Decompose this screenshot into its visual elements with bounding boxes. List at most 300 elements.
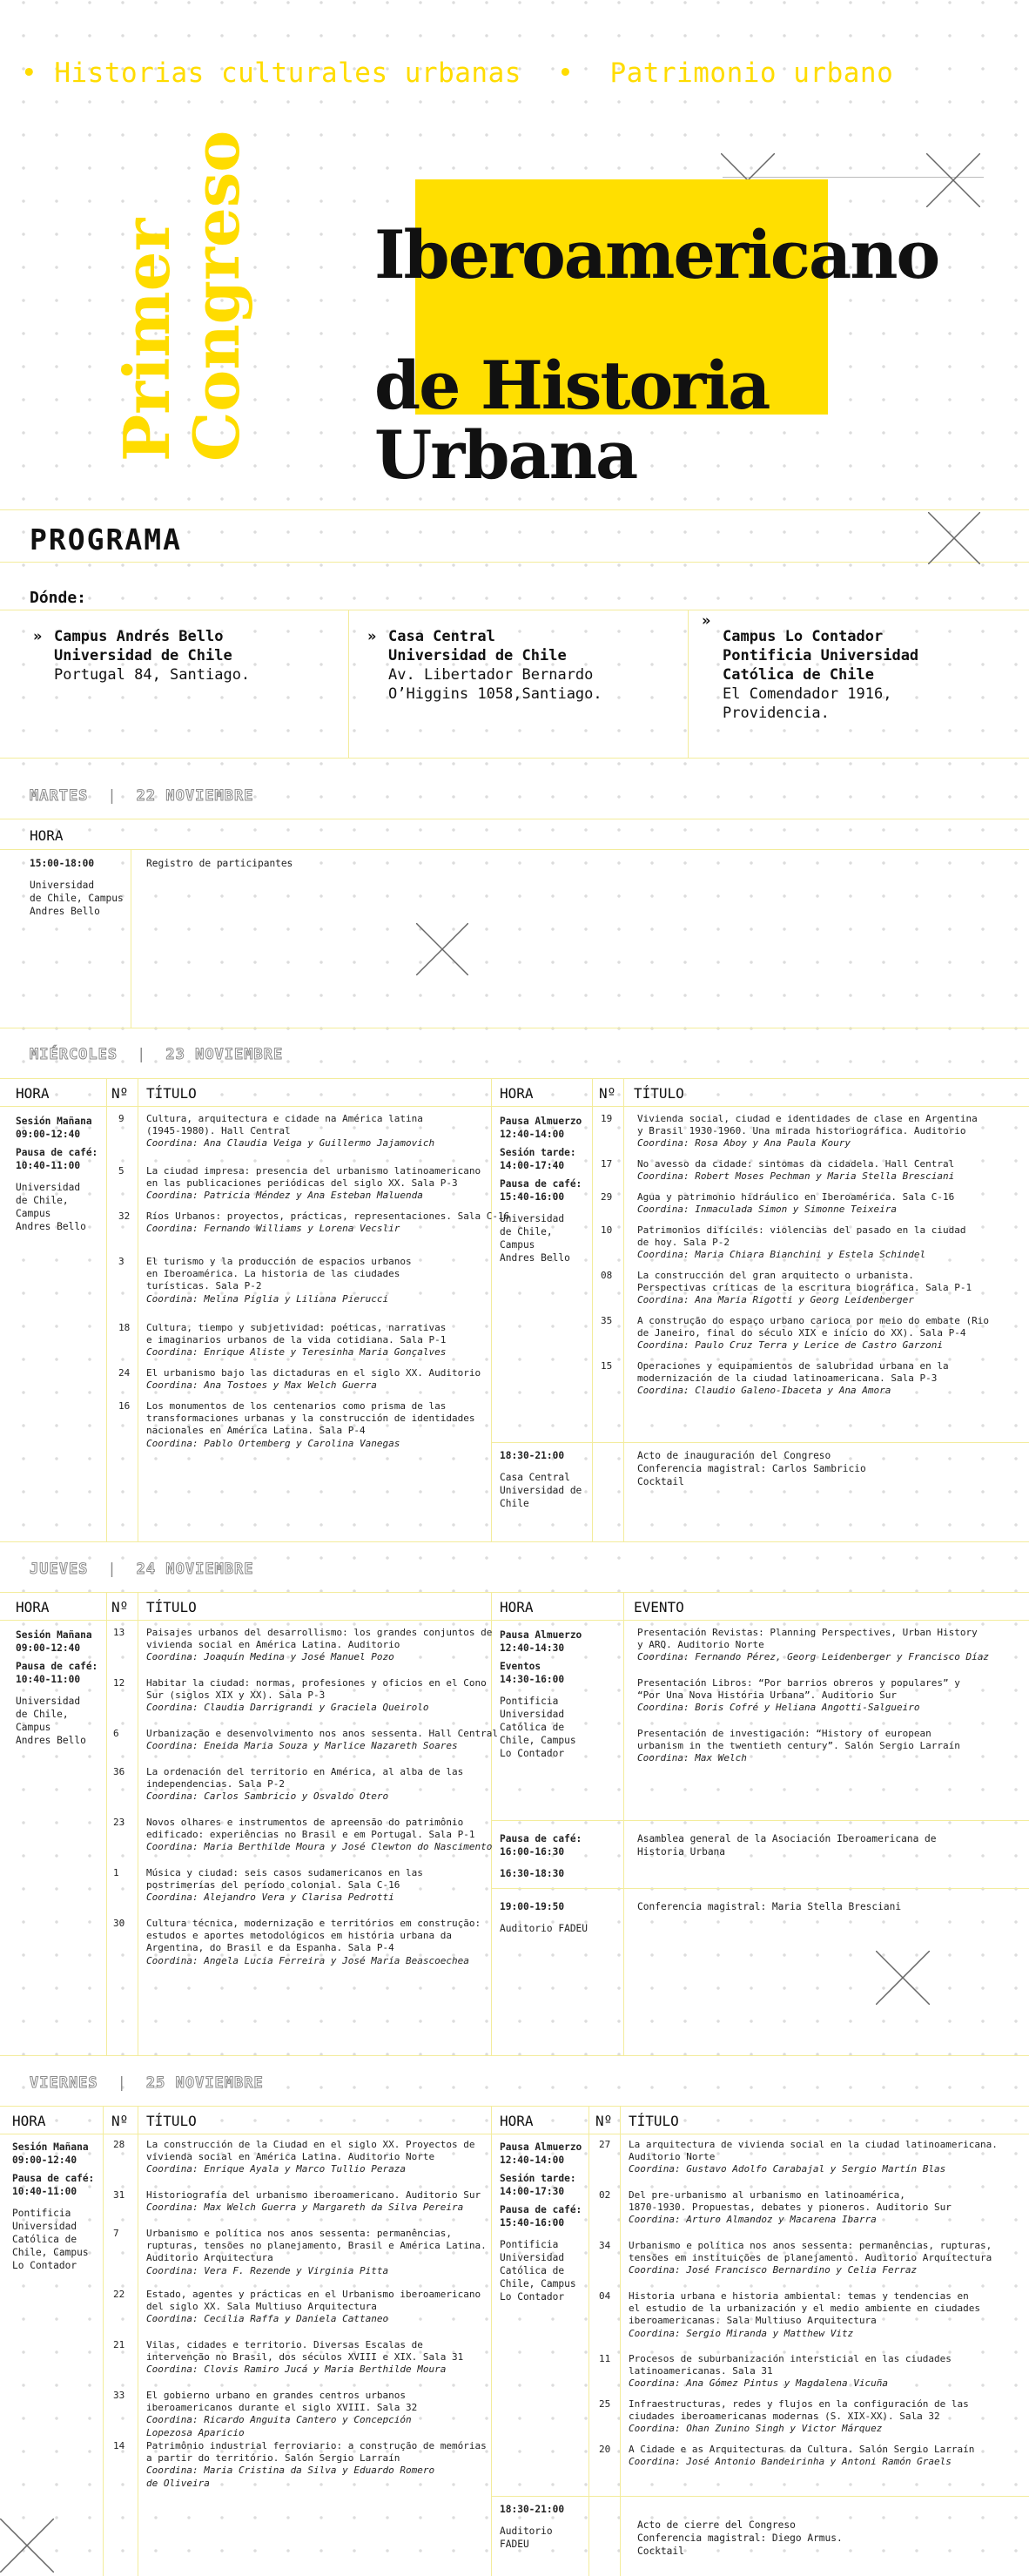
time: 14:00-17:40	[500, 1160, 565, 1171]
time: 15:40-16:00	[500, 1191, 565, 1203]
place: Universidad	[16, 1182, 81, 1193]
time: 09:00-12:40	[16, 1642, 81, 1654]
venue-name: Católica de Chile	[723, 666, 874, 684]
session-title-line: “Por Una Nova História Urbana”. Auditorio Sur	[637, 1689, 898, 1702]
event-line: Cocktail	[637, 1476, 684, 1487]
session-number: 6	[113, 1728, 119, 1739]
divider	[0, 1620, 1029, 1621]
column-header-titulo: TÍTULO	[634, 1085, 684, 1102]
divider	[0, 2055, 1029, 2056]
session-number: 9	[118, 1113, 124, 1124]
time: 19:00-19:50	[500, 1901, 565, 1912]
session-number: 31	[113, 2189, 125, 2201]
session-title-line: La construcción del gran arquitecto o urbanista.	[637, 1270, 914, 1281]
session-item	[146, 2189, 481, 2214]
divider	[491, 1078, 492, 1541]
session-item	[146, 1867, 423, 1905]
time: 18:30-21:00	[500, 1450, 565, 1461]
session-coordinators: Coordina: Melina Piglia y Liliana Pierucci	[146, 1292, 389, 1305]
place: Universidad	[12, 2221, 77, 2232]
session-item	[637, 1270, 972, 1307]
session-title-line: intervenção no Brasil, dos séculos XVIII e XIX. Sala 31	[146, 2351, 464, 2364]
session-item	[629, 2444, 974, 2468]
time: 12:40-14:30	[500, 1642, 565, 1654]
session-title-line: Urbanismo e política nos anos sessenta: permanências, rupturas,	[629, 2240, 992, 2251]
session-title-line: transformaciones urbanas y la construcción de identidades	[146, 1413, 475, 1425]
cross-icon	[928, 512, 980, 564]
session-coordinators: Lopezosa Aparicio	[146, 2426, 245, 2438]
session-title-line: Urbanização e desenvolvimento nos anos sessenta. Hall Central	[146, 1728, 498, 1739]
place: Andres Bello	[16, 1221, 86, 1232]
session-coordinators: Coordina: Vera F. Rezende y Virginia Pitta	[146, 2264, 389, 2276]
time: Pausa de café:	[500, 1833, 582, 1844]
venue-name: Universidad de Chile	[54, 647, 232, 664]
day-name: JUEVES	[30, 1561, 89, 1578]
place: Chile, Campus	[500, 1735, 576, 1746]
session-number: 36	[113, 1766, 125, 1777]
session-title-line: e imaginarios urbanos de la vida cotidiana. Sala P-1	[146, 1334, 447, 1346]
session-coordinators: Coordina: Rosa Aboy y Ana Paula Koury	[637, 1137, 851, 1150]
column-header-titulo: TÍTULO	[146, 1599, 197, 1615]
divider	[0, 758, 1029, 759]
time: Sesión tarde:	[500, 2173, 576, 2184]
session-title-line: iberoamericanas. Sala Multiuso Arquitectura	[629, 2315, 877, 2327]
time-cell	[500, 1629, 622, 1760]
place: Chile, Campus	[500, 2278, 576, 2289]
place: Chile, Campus	[12, 2247, 89, 2258]
divider	[0, 1106, 1029, 1107]
column-header-titulo: TÍTULO	[629, 2113, 679, 2129]
time: Sesión Mañana	[16, 1116, 92, 1127]
place: Andres Bello	[30, 906, 100, 917]
session-title-line: Ríos Urbanos: proyectos, prácticas, representaciones. Sala C-16	[146, 1210, 510, 1222]
session-coordinators: Coordina: José Francisco Bernardino y Celia Ferraz	[629, 2264, 918, 2276]
session-item	[637, 1158, 954, 1183]
venue-casa-central	[367, 627, 602, 704]
divider	[0, 1078, 1029, 1079]
session-number: 20	[599, 2444, 611, 2455]
time: 09:00-12:40	[16, 1129, 81, 1140]
venue-name: Campus Lo Contador	[723, 628, 884, 645]
event-line: Asamblea general de la Asociación Iberoamericana de	[637, 1833, 937, 1844]
session-number: 25	[599, 2398, 611, 2410]
place: Andres Bello	[500, 1252, 570, 1264]
session-title-line: vivienda social en América Latina. Auditorio Norte	[146, 2151, 435, 2163]
session-coordinators: Coordina: José Antonio Bandeirinha y Antoni Ramón Graels	[629, 2456, 952, 2468]
session-item	[146, 2139, 475, 2176]
place: de Chile, Campus	[16, 1195, 69, 1219]
column-header-hora: HORA	[12, 2113, 46, 2129]
event-line: Historia Urbana	[637, 1846, 726, 1858]
time: 12:40-14:00	[500, 1129, 565, 1140]
session-item	[637, 1677, 960, 1715]
session-item	[146, 1210, 509, 1235]
title-line-2: de Historia	[374, 347, 770, 424]
session-title-line: Procesos de suburbanización intersticial en las ciudades	[629, 2353, 952, 2364]
session-item	[637, 1191, 954, 1216]
time: Eventos	[500, 1661, 541, 1672]
session-item	[146, 1400, 475, 1450]
time-cell	[500, 1900, 622, 1935]
place: Universidad	[500, 2252, 565, 2263]
session-coordinators: de Oliveira	[146, 2477, 210, 2489]
session-number: 7	[113, 2228, 119, 2239]
divider	[620, 2106, 621, 2576]
title-vertical-primer: Primer	[110, 218, 184, 462]
column-header-hora: HORA	[16, 1085, 50, 1102]
divider	[0, 2106, 1029, 2107]
divider	[623, 1592, 624, 2055]
time: 16:00-16:30	[500, 1846, 565, 1858]
session-number: 24	[118, 1367, 131, 1379]
session-title-line: Presentación de investigación: “History of european	[637, 1728, 931, 1739]
time-cell	[500, 1449, 590, 1510]
session-title-line: No avesso da cidade: sintomas da cidadela. Hall Central	[637, 1158, 955, 1170]
session-item	[637, 1315, 989, 1352]
event-line: Conferencia magistral: Diego Armus.	[637, 2532, 843, 2544]
session-coordinators: Coordina: Gustavo Adolfo Carabajal y Sergio Martín Blas	[629, 2163, 946, 2175]
session-title-line: La construcción de la Ciudad en el siglo XX. Proyectos de	[146, 2139, 475, 2150]
place: Casa Central	[500, 1472, 570, 1483]
place: Universidad	[16, 1696, 81, 1707]
session-item	[146, 1918, 481, 1967]
event-line: Acto de inauguración del Congreso	[637, 1450, 831, 1461]
day-date: 23 NOVIEMBRE	[165, 1046, 284, 1063]
session-coordinators: Coordina: Fernando Williams y Lorena Vecslir	[146, 1223, 400, 1235]
time: Pausa de café:	[16, 1661, 98, 1672]
session-coordinators: Coordina: Ana Tostoes y Max Welch Guerra	[146, 1379, 377, 1392]
separator: |	[107, 1561, 118, 1578]
column-header-hora: HORA	[30, 827, 64, 844]
assembly-event	[637, 1832, 937, 1858]
time: 16:30-18:30	[500, 1868, 565, 1879]
cross-icon	[876, 1951, 930, 2005]
cross-icon	[926, 153, 980, 207]
time: 10:40-11:00	[16, 1674, 81, 1685]
time: 14:30-16:00	[500, 1674, 565, 1685]
time: Pausa Almuerzo	[500, 1629, 582, 1641]
session-item	[146, 2228, 487, 2277]
divider	[106, 1592, 107, 2055]
day-header-miercoles	[30, 1046, 283, 1063]
session-title-line: Auditorio Arquitectura	[146, 2252, 273, 2264]
session-item	[146, 1367, 481, 1392]
session-item	[146, 1627, 492, 1664]
session-coordinators: Coordina: Max Welch Guerra y Margareth da Silva Pereira	[146, 2202, 464, 2214]
session-coordinators: Coordina: Angela Lucia Ferreira y José María Beascoechea	[146, 1954, 469, 1966]
session-title-line: del siglo XX. Sala Multiuso Arquitectura	[146, 2301, 377, 2313]
session-number: 15	[601, 1360, 613, 1372]
day-name: MIÉRCOLES	[30, 1046, 118, 1063]
session-title-line: Vilas, cidades e territorio. Diversas Escalas de	[146, 2339, 423, 2350]
session-item	[637, 1627, 989, 1664]
time: 15:00-18:00	[30, 858, 95, 869]
divider	[623, 1078, 624, 1541]
session-coordinators: Coordina: Arturo Almandoz y Macarena Ibarra	[629, 2214, 877, 2226]
session-number: 13	[113, 1627, 125, 1638]
session-title-line: y ARQ. Auditorio Norte	[637, 1639, 764, 1651]
venue-name: Casa Central	[388, 628, 495, 645]
time: 15:40-16:00	[500, 2217, 565, 2229]
venue-name: Campus Andrés Bello	[54, 628, 224, 645]
session-title-line: El turismo y la producción de espacios urbanos	[146, 1256, 412, 1267]
session-item	[629, 2398, 969, 2436]
session-title-line: Paisajes urbanos del desarrollismo: los grandes conjuntos de	[146, 1627, 493, 1638]
session-item	[146, 1677, 487, 1715]
session-item	[629, 2240, 992, 2277]
session-title-line: Estado, agentes y prácticas en el Urbanismo iberoamericano	[146, 2289, 481, 2300]
day-header-jueves	[30, 1561, 254, 1578]
time-cell	[16, 1629, 103, 1747]
session-number: 10	[601, 1224, 613, 1236]
time: Pausa de café:	[12, 2173, 95, 2184]
session-number: 34	[599, 2240, 611, 2251]
column-header-num: Nº	[595, 2113, 613, 2129]
session-title-line: a partir do território. Salón Sergio Larraín	[146, 2452, 400, 2465]
session-item	[637, 1224, 966, 1262]
session-item	[637, 1113, 978, 1150]
time-cell	[16, 1115, 103, 1233]
session-coordinators: Coordina: Maria Chiara Bianchini y Estela Schindel	[637, 1249, 926, 1261]
event-registro: Registro de participantes	[146, 858, 293, 869]
day-name: MARTES	[30, 787, 89, 805]
arrow-icon: »	[33, 628, 43, 645]
session-coordinators: Coordina: Ohan Zunino Singh y Victor Márquez	[629, 2423, 883, 2435]
session-number: 12	[113, 1677, 125, 1689]
column-header-evento: EVENTO	[634, 1599, 684, 1615]
session-number: 35	[601, 1315, 613, 1326]
session-title-line: Los monumentos de los centenarios como prisma de las	[146, 1400, 447, 1412]
title-line-3: Urbana	[374, 416, 637, 494]
divider	[0, 509, 1029, 510]
column-header-titulo: TÍTULO	[146, 1085, 197, 1102]
place: Universidad	[500, 1709, 565, 1720]
session-coordinators: Coordina: Pablo Ortemberg y Carolina Vanegas	[146, 1437, 400, 1449]
session-number: 02	[599, 2189, 611, 2201]
session-coordinators: Coordina: Clovis Ramiro Jucá y Maria Berthilde Moura	[146, 2364, 447, 2376]
place: Auditorio FADEU	[500, 1923, 588, 1934]
session-title-line: en Iberoamérica. La historia de las ciudades	[146, 1268, 400, 1280]
time-cell	[500, 2141, 587, 2303]
arrow-icon: »	[367, 628, 377, 645]
venue-name: Pontificia Universidad	[723, 647, 919, 664]
separator: |	[137, 1046, 147, 1063]
place: Católica de	[500, 2265, 565, 2276]
time-cell	[500, 1832, 622, 1880]
column-header-hora: HORA	[16, 1599, 50, 1615]
session-item	[146, 2339, 463, 2377]
divider	[103, 2106, 104, 2576]
time: Sesión Mañana	[16, 1629, 92, 1641]
session-title-line: postrimerías del período colonial. Sala C-16	[146, 1879, 400, 1892]
venue-address: Providencia.	[723, 705, 830, 722]
bullet-icon: •	[557, 57, 575, 89]
session-number: 16	[118, 1400, 131, 1412]
session-title-line: vivienda social en América Latina. Auditorio	[146, 1639, 400, 1651]
day-date: 24 NOVIEMBRE	[136, 1561, 254, 1578]
session-title-line: rupturas, tensões no planejamento, Brasil e América Latina.	[146, 2240, 487, 2252]
divider	[491, 2106, 492, 2576]
session-title-line: El gobierno urbano en grandes centros urbanos	[146, 2390, 407, 2401]
session-title-line: latinoamericanas. Sala 31	[629, 2365, 773, 2377]
session-title-line: Cultura técnica, modernização e territórios em construção:	[146, 1918, 481, 1929]
place: Universidad	[500, 1213, 565, 1224]
divider	[106, 1078, 107, 1541]
time: 18:30-21:00	[500, 2504, 565, 2515]
session-title-line: y Brasil 1930-1960. Una mirada historiográfica. Auditorio	[637, 1125, 966, 1137]
session-title-line: Operaciones y equipamientos de salubridad urbana en la	[637, 1360, 949, 1372]
session-coordinators: Coordina: Fernando Pérez, Georg Leidenberger y Francisco Díaz	[637, 1651, 989, 1663]
venue-address: Portugal 84, Santiago.	[54, 666, 251, 684]
event-line: Acto de cierre del Congreso	[637, 2519, 796, 2531]
session-title-line: A Cidade e as Arquitecturas da Cultura. Salón Sergio Larraín	[629, 2444, 975, 2455]
session-number: 18	[118, 1322, 131, 1333]
session-coordinators: Coordina: Patricia Méndez y Ana Esteban Maluenda	[146, 1190, 423, 1202]
venue-address: El Comendador 1916,	[723, 685, 892, 703]
session-item	[146, 1728, 498, 1752]
time: 10:40-11:00	[16, 1160, 81, 1171]
evening-event: Conferencia magistral: Maria Stella Bresciani	[637, 1901, 902, 1912]
session-coordinators: Coordina: Boris Cofré y Heliana Angotti-Salgueiro	[637, 1702, 920, 1714]
time: Sesión Mañana	[12, 2141, 89, 2153]
time: 10:40-11:00	[12, 2186, 77, 2197]
session-coordinators: Coordina: Paulo Cruz Terra y Lerice de Castro Garzoni	[637, 1339, 943, 1352]
session-title-line: La arquitectura de vivienda social en la ciudad latinoamericana.	[629, 2139, 998, 2150]
session-title-line: Habitar la ciudad: normas, profesiones y oficios en el Cono	[146, 1677, 487, 1689]
divider	[0, 562, 1029, 563]
session-title-line: independencias. Sala P-2	[146, 1778, 285, 1790]
place: Lo Contador	[500, 1748, 565, 1759]
session-item	[629, 2189, 952, 2227]
time: 14:00-17:30	[500, 2186, 565, 2197]
time-cell	[500, 2503, 587, 2551]
session-number: 11	[599, 2353, 611, 2364]
column-header-hora: HORA	[500, 1599, 534, 1615]
cross-icon	[416, 923, 468, 975]
section-heading-programa: PROGRAMA	[30, 523, 182, 556]
session-coordinators: Coordina: Cecilia Raffa y Daniela Cattaneo	[146, 2313, 389, 2325]
session-title-line: en las publicaciones periódicas del siglo XX. Sala P-3	[146, 1177, 458, 1190]
session-title-line: Argentina, do Brasil e da Espanha. Sala P-4	[146, 1942, 394, 1954]
session-item	[629, 2290, 980, 2340]
session-title-line: Urbanismo e política nos anos sessenta: permanências,	[146, 2228, 452, 2239]
venue-name: Universidad de Chile	[388, 647, 567, 664]
session-coordinators: Coordina: Robert Moses Pechman y Maria Stella Bresciani	[637, 1170, 955, 1183]
session-item	[146, 1817, 492, 1854]
session-title-line: Novos olhares e instrumentos de apreensão do patrimônio	[146, 1817, 464, 1828]
session-title-line: El urbanismo bajo las dictaduras en el siglo XX. Auditorio	[146, 1367, 481, 1379]
session-item	[146, 2440, 487, 2490]
separator: |	[107, 787, 118, 805]
session-number: 3	[118, 1256, 124, 1267]
session-title-line: Auditorio Norte	[629, 2151, 716, 2163]
session-title-line: Del pre-urbanismo al urbanismo en latinoamérica,	[629, 2189, 905, 2201]
divider	[491, 2496, 1029, 2497]
day-date: 25 NOVIEMBRE	[145, 2074, 264, 2092]
session-item	[629, 2139, 998, 2176]
session-coordinators: Coordina: Enrique Ayala y Marco Tullio Peraza	[146, 2163, 407, 2175]
session-number: 17	[601, 1158, 613, 1170]
session-number: 21	[113, 2339, 125, 2350]
session-title-line: Cultura, arquitectura e cidade na América latina	[146, 1113, 423, 1124]
time-cell	[30, 857, 125, 918]
day-date: 22 NOVIEMBRE	[136, 787, 254, 805]
cross-icon	[0, 2519, 54, 2573]
place: Lo Contador	[12, 2260, 77, 2271]
session-item	[146, 1322, 446, 1359]
divider	[588, 2106, 589, 2576]
session-number: 14	[113, 2440, 125, 2451]
place: de Chile, Campus	[16, 1709, 69, 1733]
session-title-line: Presentación Revistas: Planning Perspectives, Urban History	[637, 1627, 978, 1638]
topics-line	[21, 57, 893, 89]
session-number: 27	[599, 2139, 611, 2150]
divider	[491, 1442, 1029, 1443]
place: Universidad de	[500, 1485, 582, 1496]
evening-event	[637, 2519, 843, 2558]
session-title-line: modernización de la ciudad latinoamericana. Sala P-3	[637, 1372, 938, 1385]
session-title-line: Vivienda social, ciudad e identidades de clase en Argentina	[637, 1113, 978, 1124]
session-item	[146, 2289, 481, 2326]
session-title-line: nacionales en América Latina. Sala P-4	[146, 1425, 366, 1437]
session-title-line: 1870-1930. Propuestas, debates y pioneros. Auditorio Sur	[629, 2202, 952, 2214]
session-coordinators: Coordina: Alejandro Vera y Clarisa Pedrotti	[146, 1892, 394, 1904]
session-coordinators: Coordina: Eneida Maria Souza y Marlice Nazareth Soares	[146, 1740, 458, 1752]
time: 09:00-12:40	[12, 2155, 77, 2166]
venue-campus-andres-bello	[33, 627, 251, 684]
session-title-line: edificado: experiências no Brasil e em Portugal. Sala P-1	[146, 1829, 475, 1841]
session-coordinators: Coordina: Max Welch	[637, 1752, 747, 1764]
column-header-num: Nº	[111, 1085, 129, 1102]
session-title-line: turísticas. Sala P-2	[146, 1280, 262, 1292]
session-number: 5	[118, 1165, 124, 1177]
event-line: Conferencia magistral: Carlos Sambricio	[637, 1463, 866, 1474]
column-header-num: Nº	[111, 2113, 129, 2129]
place: Universidad	[30, 880, 95, 891]
session-title-line: Patrimonios difíciles: violencias del pasado en la ciudad	[637, 1224, 966, 1236]
day-header-martes	[30, 787, 254, 805]
session-number: 28	[113, 2139, 125, 2150]
session-number: 33	[113, 2390, 125, 2401]
place: Pontificia	[500, 2239, 559, 2250]
session-title-line: Patrimônio industrial ferroviario: a construção de memórias	[146, 2440, 487, 2451]
column-header-num: Nº	[599, 1085, 616, 1102]
session-item	[146, 1766, 463, 1804]
session-coordinators: Coordina: Claudia Darrigrandi y Graciela Queirolo	[146, 1702, 429, 1714]
where-label: Dónde:	[30, 589, 87, 607]
place: Auditorio FADEU	[500, 2525, 553, 2550]
session-coordinators: Coordina: Inmaculada Simon y Simonne Teixeira	[637, 1204, 898, 1216]
place: Lo Contador	[500, 2291, 565, 2303]
session-title-line: urbanism in the twentieth century”. Salón Sergio Larraín	[637, 1740, 960, 1752]
session-title-line: iberoamericanos durante el siglo XVIII. Sala 32	[146, 2402, 418, 2414]
session-number: 29	[601, 1191, 613, 1203]
session-number: 30	[113, 1918, 125, 1929]
place: de Chile, Campus	[500, 1226, 553, 1251]
place: Pontificia	[500, 1696, 559, 1707]
session-item	[146, 1256, 412, 1305]
session-number: 19	[601, 1113, 613, 1124]
session-coordinators: Coordina: Sergio Miranda y Matthew Vitz	[629, 2327, 854, 2339]
session-item	[146, 2390, 417, 2439]
session-title-line: Cultura, tiempo y subjetividad: poéticas, narrativas	[146, 1322, 447, 1333]
divider	[0, 1592, 1029, 1593]
venue-campus-lo-contador	[702, 612, 919, 723]
session-item	[629, 2353, 952, 2391]
session-title-line: Agua y patrimonio hidráulico en Iberoamérica. Sala C-16	[637, 1191, 955, 1203]
place: Chile	[500, 1498, 529, 1509]
divider	[491, 1820, 1029, 1821]
